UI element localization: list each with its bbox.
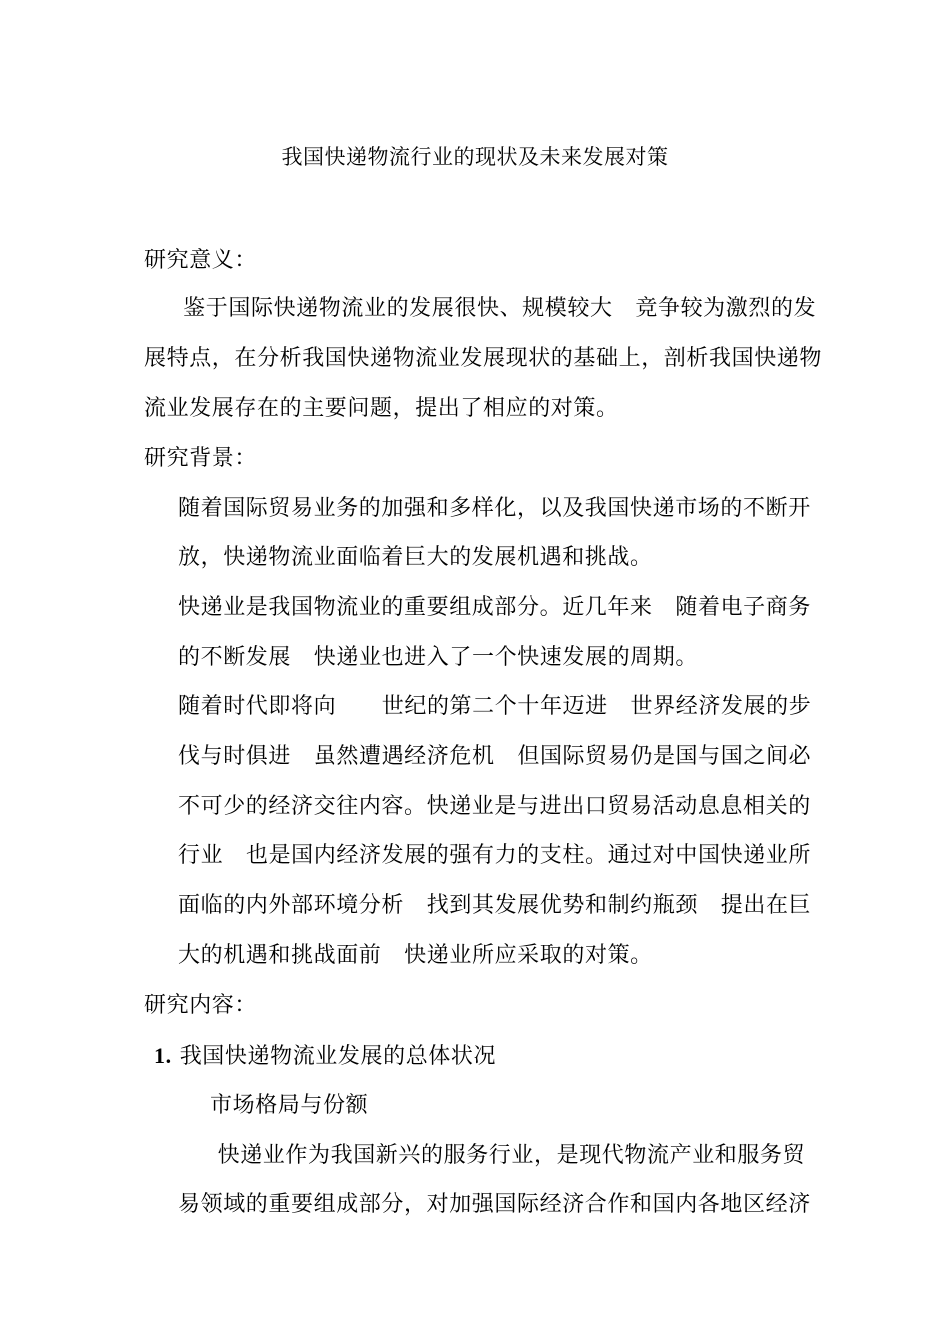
paragraph-line: 面临的内外部环境分析 找到其发展优势和制约瓶颈 提出在巨 (178, 893, 812, 918)
item-text: 我国快递物流业发展的总体状况 (179, 1044, 497, 1069)
section-heading-significance: 研究意义： (144, 248, 258, 273)
paragraph-line: 流业发展存在的主要问题，提出了相应的对策。 (144, 396, 619, 421)
paragraph-line: 展特点，在分析我国快递物流业发展现状的基础上，剖析我国快递物 (144, 346, 823, 371)
section-heading-content: 研究内容： (144, 993, 258, 1018)
paragraph-line: 行业 也是国内经济发展的强有力的支柱。通过对中国快递业所 (178, 843, 811, 868)
paragraph-line: 鉴于国际快递物流业的发展很快、规模较大 竞争较为激烈的发 (168, 296, 817, 321)
subheading: 市场格局与份额 (210, 1093, 369, 1118)
paragraph-line: 的不断发展 快递业也进入了一个快速发展的周期。 (178, 645, 698, 670)
paragraph-line: 随着时代即将向 世纪的第二个十年迈进 世界经济发展的步 (178, 694, 812, 719)
paragraph-line: 易领域的重要组成部分，对加强国际经济合作和国内各地区经济 (178, 1192, 811, 1217)
paragraph-line: 伐与时俱进 虽然遭遇经济危机 但国际贸易仍是国与国之间必 (178, 744, 812, 769)
paragraph-line: 随着国际贸易业务的加强和多样化，以及我国快递市场的不断开 (178, 496, 811, 521)
paragraph-line: 不可少的经济交往内容。快递业是与进出口贸易活动息息相关的 (178, 794, 811, 819)
paragraph-line: 快递业是我国物流业的重要组成部分。近几年来 随着电子商务 (178, 595, 811, 620)
paragraph-line: 放，快递物流业面临着巨大的发展机遇和挑战。 (178, 545, 653, 570)
numbered-item (154, 1041, 496, 1072)
paragraph-line: 快递业作为我国新兴的服务行业，是现代物流产业和服务贸 (210, 1143, 806, 1168)
paragraph-line: 大的机遇和挑战面前 快递业所应采取的对策。 (178, 943, 653, 968)
document-title: 我国快递物流行业的现状及未来发展对策 (281, 145, 669, 169)
item-number: 1. (154, 1043, 172, 1068)
section-heading-background: 研究背景： (144, 446, 258, 471)
